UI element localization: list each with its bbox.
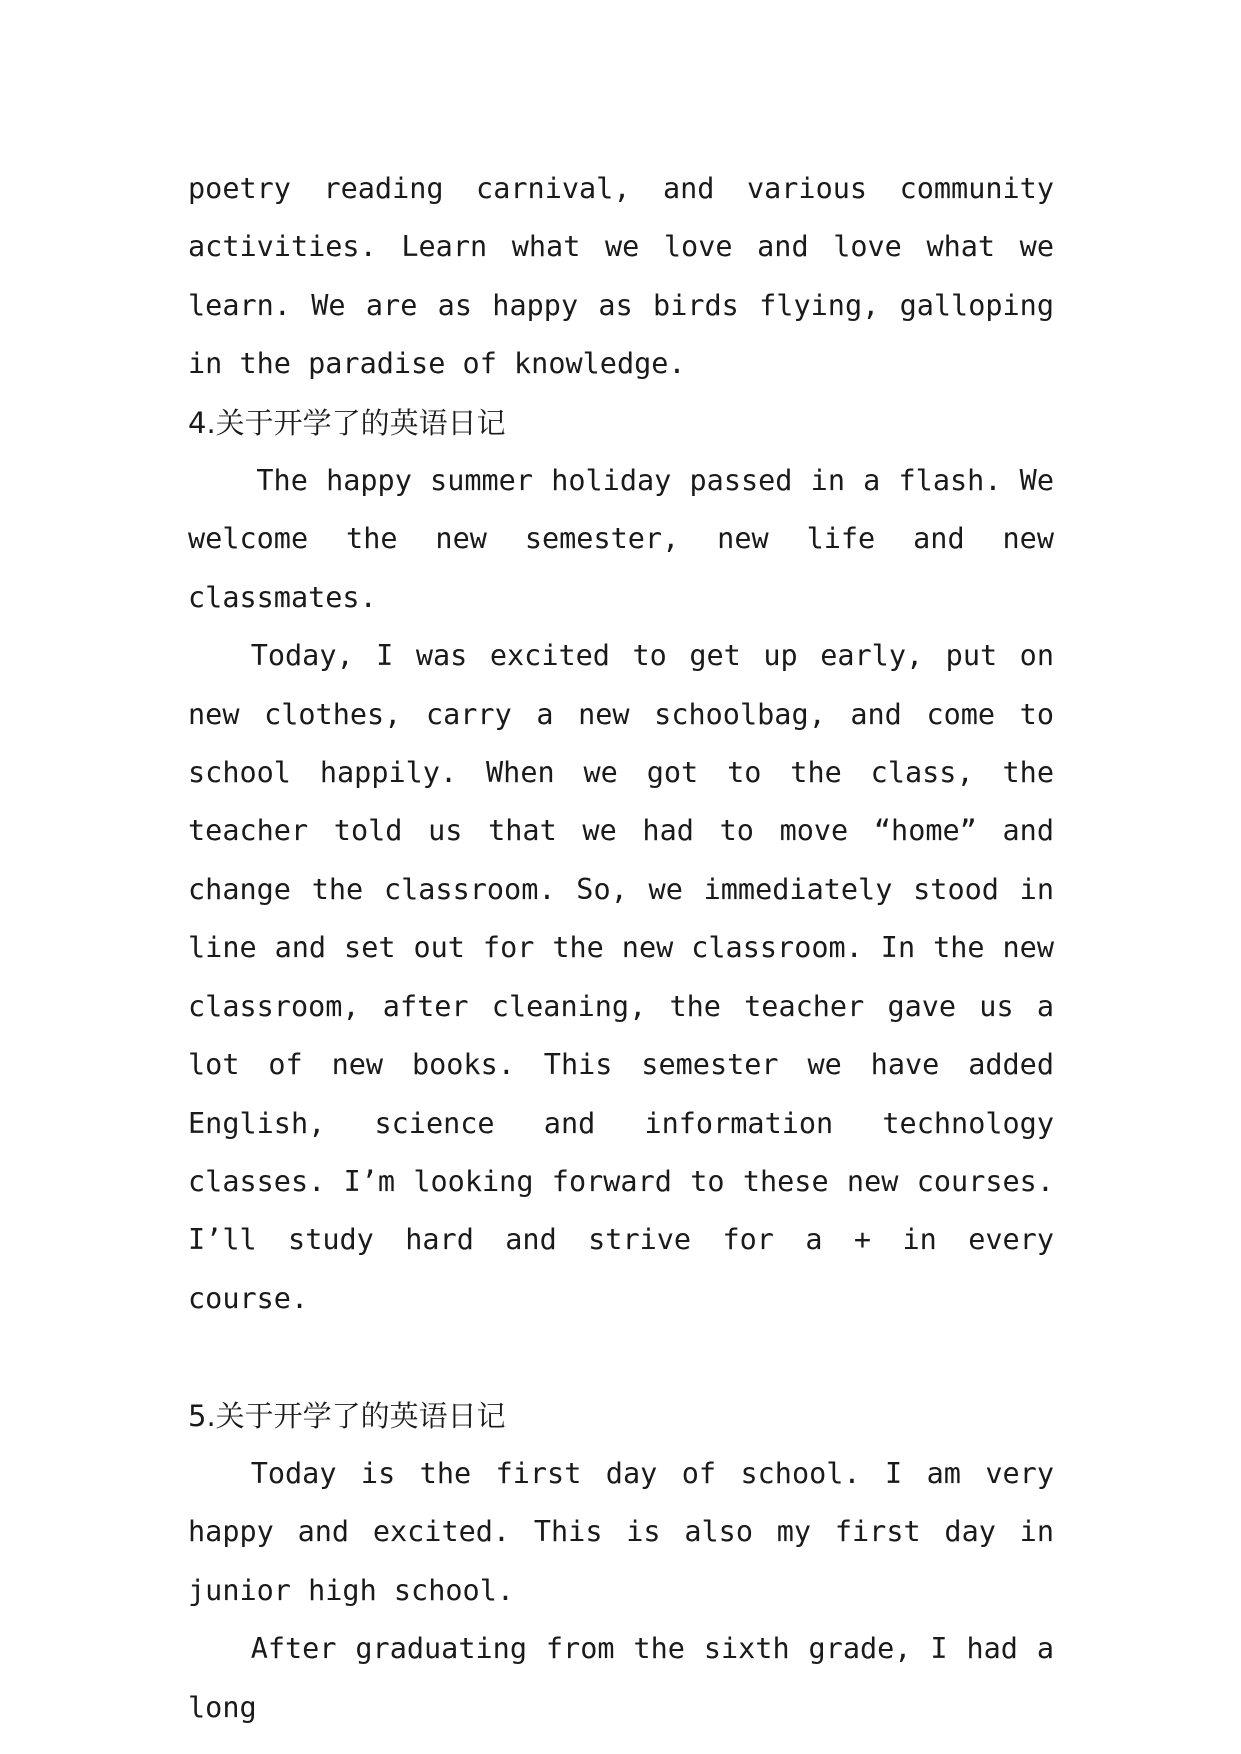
section-4-paragraph-2: Today, I was excited to get up early, put on new clothes, carry a new schoolbag, and come to school happily. When we got to the class, the teacher told us that we had to move “home” and change the classroom. So, we immediately stood in line and set out for the new classroom. In the new classroom, after cleaning, the teacher gave us a lot of new books. This semester we have added English, science and information technology classes. I’m looking forward to these new courses. I’ll study hard and strive for a + in every course. [188,639,1054,1315]
blank-line [188,1328,1054,1386]
section-4-heading: 4.关于开学了的英语日记 [188,405,506,440]
section-5-paragraph-2: After graduating from the sixth grade, I had a long [188,1632,1054,1724]
section-5-paragraph-1: Today is the first day of school. I am very happy and excited. This is also my first day in junior high school. [188,1456,1054,1607]
section-4-paragraph-1: The happy summer holiday passed in a flash. We welcome the new semester, new life and new classmates. [188,464,1054,614]
document-page [188,160,1054,1737]
continuation-paragraph: poetry reading carnival, and various community activities. Learn what we love and love what we learn. We are as happy as birds flying, galloping in the paradise of knowledge. [188,172,1054,381]
section-5-heading: 5.关于开学了的英语日记 [188,1398,506,1433]
